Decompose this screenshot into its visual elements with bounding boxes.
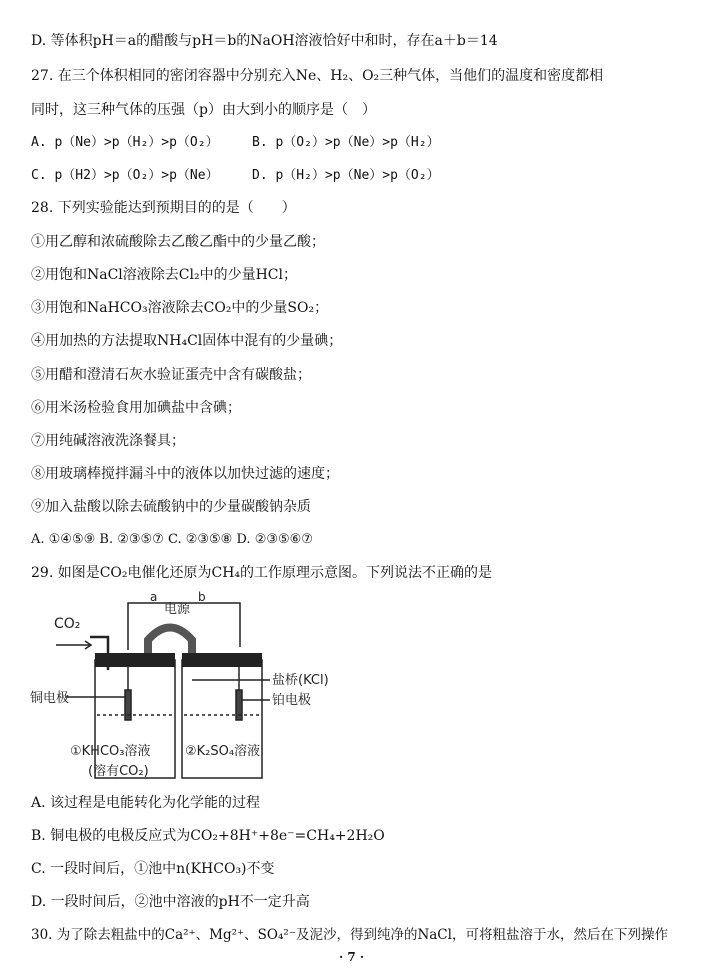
co2-label: CO₂ <box>54 616 81 632</box>
question-28-options: A. ①④⑤⑨ B. ②③⑤⑦ C. ②③⑤⑧ D. ②③⑤⑥⑦ <box>31 532 313 547</box>
page-number: · 7 · <box>338 950 365 964</box>
question-28-item9: ⑨加入盐酸以除去硫酸钠中的少量碳酸钠杂质 <box>31 499 311 515</box>
terminal-a-label: a <box>150 590 158 604</box>
option-27-d: D. p（H₂）>p（Ne）>p（O₂） <box>252 168 440 183</box>
question-d-line: D. 等体积pH＝a的醋酸与pH＝b的NaOH溶液恰好中和时，存在a＋b＝14 <box>31 33 498 49</box>
solution-1-label: ①KHCO₃溶液 <box>70 744 151 759</box>
question-30-line: 30. 为了除去粗盐中的Ca²⁺、Mg²⁺、SO₄²⁻及泥沙，得到纯净的NaCl，可将粗盐溶于水，然后在下列操作 <box>31 927 668 943</box>
question-28-item4: ④用加热的方法提取NH₄Cl固体中混有的少量碘； <box>31 333 343 349</box>
question-28-item3: ③用饱和NaHCO₃溶液除去CO₂中的少量SO₂； <box>31 300 329 316</box>
platinum-electrode-label: 铂电极 <box>272 693 312 708</box>
left-lid <box>95 653 175 667</box>
option-29-a: A. 该过程是电能转化为化学能的过程 <box>31 795 261 811</box>
solution-2-label: ②K₂SO₄溶液 <box>185 744 261 759</box>
left-beaker <box>95 660 175 778</box>
question-28-item6: ⑥用米汤检验食用加碘盐中含碘； <box>31 400 241 416</box>
option-29-d: D. 一段时间后，②池中溶液的pH不一定升高 <box>31 894 310 910</box>
copper-electrode-label: 铜电极 <box>30 691 70 706</box>
electrolysis-diagram <box>30 585 370 785</box>
question-27-line1: 27. 在三个体积相同的密闭容器中分别充入Ne、H₂、O₂三种气体，当他们的温度和密度都相 <box>31 68 604 84</box>
question-28-item2: ②用饱和NaCl溶液除去Cl₂中的少量HCl； <box>31 267 297 283</box>
question-28-item1: ①用乙醇和浓硫酸除去乙酸乙酯中的少量乙酸； <box>31 234 325 250</box>
question-27-line2: 同时，这三种气体的压强（p）由大到小的顺序是（ ） <box>31 102 376 118</box>
solution-1-note: (溶有CO₂) <box>88 764 149 779</box>
question-28-title: 28. 下列实验能达到预期目的的是（ ） <box>31 200 296 216</box>
option-27-a: A. p（Ne）>p（H₂）>p（O₂） <box>31 135 219 150</box>
option-27-b: B. p（O₂）>p（Ne）>p（H₂） <box>252 135 440 150</box>
power-source-label: 电源 <box>164 602 191 617</box>
right-lid <box>182 653 262 667</box>
option-27-c: C. p（H2）>p（O₂）>p（Ne） <box>31 168 219 183</box>
right-beaker <box>182 660 262 778</box>
question-28-item7: ⑦用纯碱溶液洗涤餐具； <box>31 433 185 449</box>
salt-bridge-label: 盐桥(KCl) <box>272 673 329 688</box>
terminal-b-label: b <box>198 590 206 604</box>
option-29-c: C. 一段时间后，①池中n(KHCO₃)不变 <box>31 861 275 877</box>
question-28-item5: ⑤用醋和澄清石灰水验证蛋壳中含有碳酸盐； <box>31 367 311 383</box>
option-29-b: B. 铜电极的电极反应式为CO₂+8H⁺+8e⁻=CH₄+2H₂O <box>31 828 385 844</box>
question-29-title: 29. 如图是CO₂电催化还原为CH₄的工作原理示意图。下列说法不正确的是 <box>31 565 493 581</box>
question-28-item8: ⑧用玻璃棒搅拌漏斗中的液体以加快过滤的速度； <box>31 466 339 482</box>
